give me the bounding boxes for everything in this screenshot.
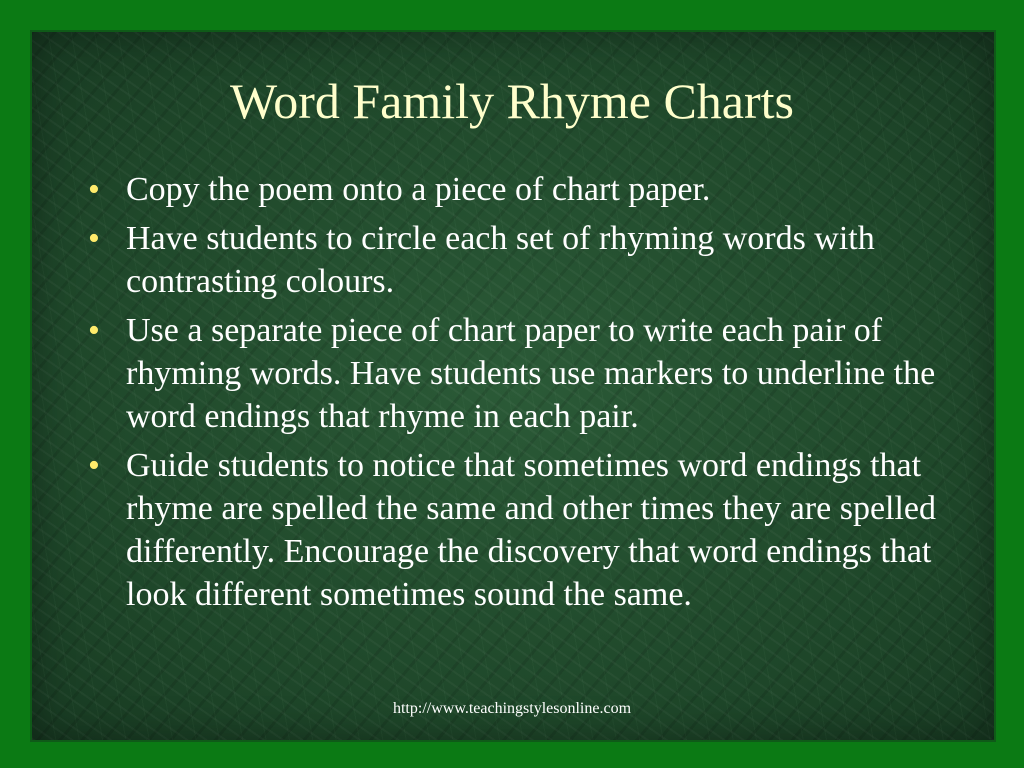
slide-title: Word Family Rhyme Charts (230, 73, 794, 129)
bullet-item (78, 309, 958, 438)
bullet-icon: • (88, 312, 100, 349)
bullet-text: Copy the poem onto a piece of chart paper. (126, 171, 711, 208)
bullet-text: Guide students to notice that sometimes word endings that rhyme are spelled the same and other times they are spelled differently. Encourage the discovery that word endings that look different sometimes sound the same. (126, 447, 937, 613)
bullet-icon: • (88, 171, 100, 208)
bullet-icon: • (88, 447, 100, 484)
footer-url[interactable]: http://www.teachingstylesonline.com (392, 700, 632, 717)
bullet-text: Use a separate piece of chart paper to write each pair of rhyming words. Have students use markers to underline the word endings that rhyme in each pair. (126, 312, 936, 435)
bullet-item (78, 444, 958, 616)
bullet-text: Have students to circle each set of rhyming words with contrasting colours. (126, 220, 875, 300)
bullet-icon: • (88, 220, 100, 257)
bullet-item (78, 217, 958, 303)
bullet-list (78, 168, 958, 622)
bullet-item (78, 168, 958, 211)
